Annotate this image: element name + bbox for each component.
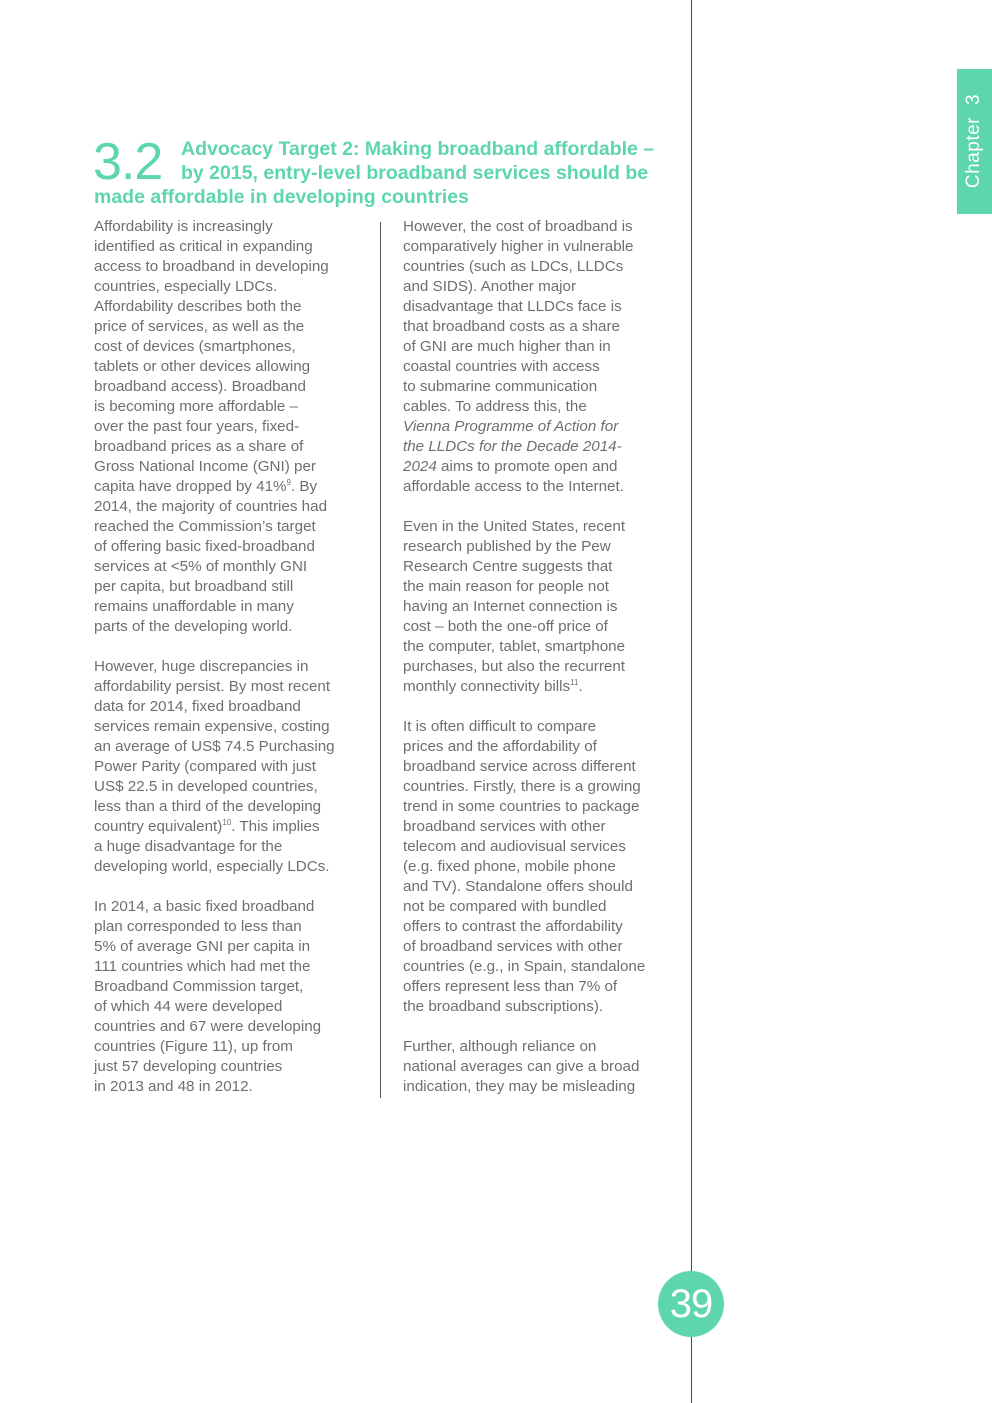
right-paragraph-1 [403,217,675,497]
left-paragraph-2 [94,657,364,877]
left-column [94,217,364,1117]
vienna-programme-title: Vienna Programme of Action for the LLDCs for the Decade 2014- 2024 [403,418,622,475]
section-heading [93,133,673,212]
chapter-tab-text [963,94,985,188]
page-number: 39 [669,1282,713,1326]
section-title-line-1: Advocacy Target 2: Making broadband affordable – [181,138,655,160]
left-paragraph-3: In 2014, a basic fixed broadband plan corresponded to less than 5% of average GNI per capita in 111 countries which had met the Broadband Commission target, of which 44 were developed countries and 67 were developing countries (Figure 11), up from just 57 developing countries in 2013 and 48 in 2012. [94,898,322,1095]
right-paragraph-4: Further, although reliance on national averages can give a broad indication, they may be misleading [403,1038,640,1095]
footnote-ref-9: 9 [286,478,291,487]
left-paragraph-2-text: However, huge discrepancies in affordability persist. By most recent data for 2014, fixed broadband services remain expensive, costing an average of US$ 74.5 Purchasing Power Parity (compared with just US$ 22.5 in developed countries, less than a third of the developing country equivalent) [94,658,335,835]
footnote-ref-10: 10 [222,818,232,827]
section-title-line-2: by 2015, entry-level broadband services should be [181,162,649,184]
right-paragraph-3: It is often difficult to compare prices and the affordability of broadband service across different countries. Firstly, there is a growing trend in some countries to package broadband services with other telecom and audiovisual services (e.g. fixed phone, mobile phone and TV). Standalone offers should not be compared with bundled offers to contrast the affordability of broadband services with other countries (e.g., in Spain, standalone offers represent less than 7% of the broadband subscriptions). [403,718,646,1015]
right-column [403,217,675,1117]
page-vertical-rule [691,0,692,1403]
section-number: 3.2 [93,133,163,191]
chapter-tab [957,69,992,214]
right-paragraph-1-text: However, the cost of broadband is comparatively higher in vulnerable countries (such as LDCs, LLDCs and SIDS). Another major disadvantage that LLDCs face is that broadband costs as a share of GNI are much higher than in coastal countries with access to submarine communication cables. To address this, the [403,218,634,415]
right-paragraph-2-tail: . [578,678,583,695]
page-number-badge [658,1271,724,1337]
chapter-label: Chapter [963,116,984,189]
right-paragraph-1-tail: aims to promote open and affordable access to the Internet. [403,458,624,495]
column-divider [380,222,381,1098]
chapter-number: 3 [963,93,984,105]
left-paragraph-1-tail: . By 2014, the majority of countries had reached the Commission’s target of offering basic fixed-broadband services at <5% of monthly GNI per capita, but broadband still remains unaffordable in many parts of the developing world. [94,478,328,635]
right-paragraph-2-text: Even in the United States, recent research published by the Pew Research Centre suggests that the main reason for people not having an Internet connection is cost – both the one-off price of the computer, tablet, smartphone purchases, but also the recurrent monthly connectivity bills [403,518,626,695]
left-paragraph-1 [94,217,364,637]
left-paragraph-1-text: Affordability is increasingly identified as critical in expanding access to broadband in developing countries, especially LDCs. Affordability describes both the price of services, as well as the cost of devices (smartphones, tablets or other devices allowing broadband access). Broadband is becoming more affordable – over the past four years, fixed- broadband prices as a share of Gross National Income (GNI) per capita have dropped by 41% [94,218,329,495]
section-title-line-3: made affordable in developing countries [94,186,469,208]
footnote-ref-11: 11 [570,678,579,687]
right-paragraph-2 [403,517,675,697]
left-paragraph-2-tail: . This implies a huge disadvantage for the developing world, especially LDCs. [94,818,330,875]
